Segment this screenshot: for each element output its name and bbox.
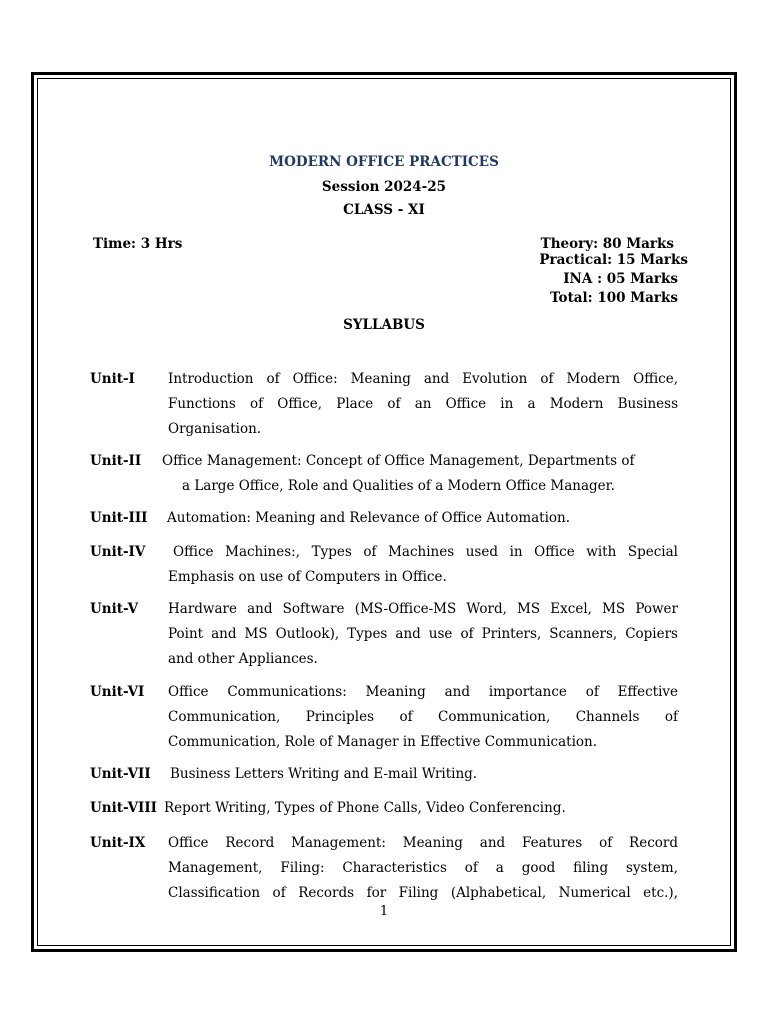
unit-text-line: Automation: Meaning and Relevance of Office Automation. (167, 510, 571, 526)
unit-label: Unit-VII (90, 766, 151, 782)
unit-description (170, 762, 680, 787)
unit-text-line: Organisation. (168, 421, 262, 437)
unit-text-line: Hardware and Software (MS-Office-MS Word, MS Excel, MS Power (168, 601, 678, 617)
unit-text-line: Office Machines:, Types of Machines used in Office with Special (173, 544, 678, 560)
unit-label: Unit-I (90, 371, 135, 387)
unit-description (168, 367, 678, 442)
practical-marks: Practical: 15 Marks (539, 252, 688, 268)
unit-text-line: Office Record Management: Meaning and Features of Record (168, 835, 678, 851)
unit-text-line: Report Writing, Types of Phone Calls, Video Conferencing. (164, 800, 566, 816)
unit-text-line: Communication, Role of Manager in Effective Communication. (168, 734, 598, 750)
unit-text-line: Office Communications: Meaning and importance of Effective (168, 684, 678, 700)
unit-description (168, 540, 678, 590)
session-label: Session 2024-25 (321, 179, 447, 195)
unit-text-line: a Large Office, Role and Qualities of a Modern Office Manager. (182, 478, 615, 494)
unit-text-line: Emphasis on use of Computers in Office. (168, 569, 447, 585)
unit-text-line: Communication, Principles of Communication, Channels of (168, 709, 678, 725)
theory-marks: Theory: 80 Marks (540, 236, 674, 252)
unit-text-line: Classification of Records for Filing (Alphabetical, Numerical etc.), (168, 885, 678, 901)
unit-label: Unit-IX (90, 835, 146, 851)
unit-description (162, 449, 666, 499)
unit-label: Unit-VI (90, 684, 145, 700)
unit-description (168, 831, 678, 906)
unit-text-line: Office Management: Concept of Office Management, Departments of (162, 453, 635, 469)
unit-label: Unit-II (90, 453, 142, 469)
unit-text-line: Management, Filing: Characteristics of a good filing system, (168, 860, 678, 876)
document-title: MODERN OFFICE PRACTICES (269, 154, 499, 170)
page-number: 1 (379, 904, 389, 919)
total-marks: Total: 100 Marks (550, 290, 678, 306)
unit-label: Unit-IV (90, 544, 146, 560)
time-label: Time: 3 Hrs (93, 236, 183, 252)
unit-text-line: Business Letters Writing and E-mail Writing. (170, 766, 478, 782)
unit-text-line: Introduction of Office: Meaning and Evolution of Modern Office, (168, 371, 678, 387)
unit-description (168, 597, 678, 672)
syllabus-heading: SYLLABUS (343, 317, 425, 333)
unit-text-line: Point and MS Outlook), Types and use of Printers, Scanners, Copiers (168, 626, 678, 642)
unit-description (164, 796, 674, 821)
unit-label: Unit-VIII (90, 800, 157, 816)
unit-description (168, 680, 678, 755)
unit-text-line: Functions of Office, Place of an Office in a Modern Business (168, 396, 678, 412)
class-label: CLASS - XI (343, 202, 425, 218)
ina-marks: INA : 05 Marks (563, 271, 678, 287)
unit-label: Unit-V (90, 601, 139, 617)
unit-text-line: and other Appliances. (168, 651, 318, 667)
unit-description (167, 506, 677, 531)
unit-label: Unit-III (90, 510, 148, 526)
